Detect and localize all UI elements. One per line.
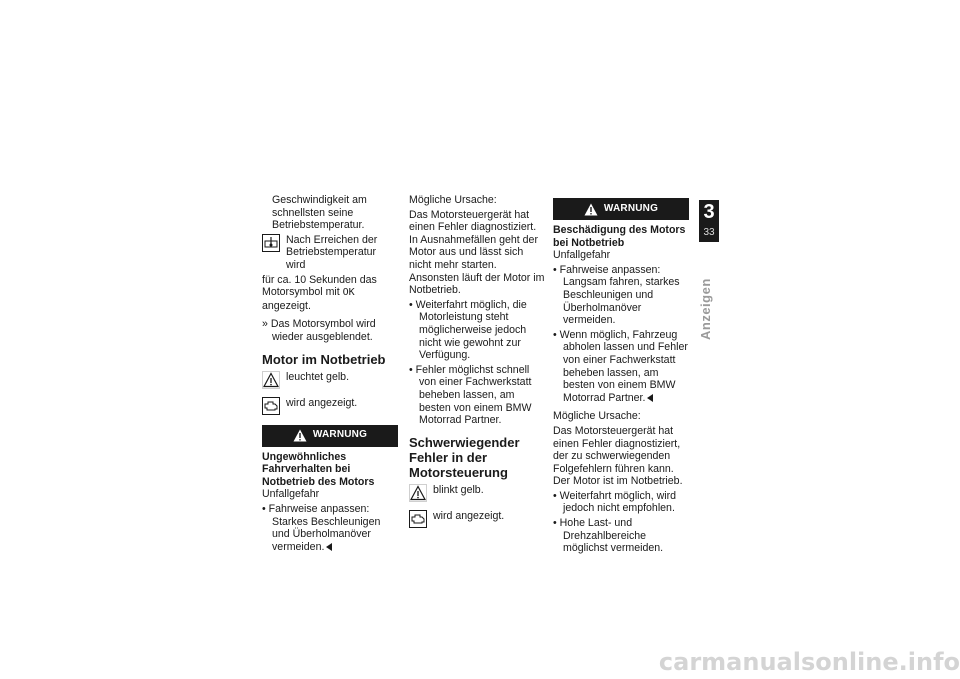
engine-symbol-row xyxy=(409,510,545,528)
warning-light-text: leuchtet gelb. xyxy=(286,370,350,383)
engine-icon xyxy=(409,510,427,528)
cause-text: Das Motorsteuergerät hat einen Fehler diagnostiziert, der zu schwerwiegenden Folgefehlern führen kann. Der Motor ist im Notbetrieb. xyxy=(553,424,683,488)
page-number: 33 xyxy=(703,227,715,238)
intro-text: Geschwindigkeit am schnellsten seine Betriebstemperatur. xyxy=(272,194,367,232)
warning-label: WARNUNG xyxy=(312,429,368,441)
warning-banner xyxy=(553,198,689,220)
column-2 xyxy=(409,194,545,536)
column-3 xyxy=(553,194,689,557)
temperature-engine-icon xyxy=(262,234,280,252)
engine-symbol-row xyxy=(262,397,398,415)
list-item: • Fahrweise anpassen: Starkes Beschleunigen und Überholmanöver vermeiden. xyxy=(262,502,381,553)
heading-fehler: Schwerwiegender Fehler in der Motorsteuerung xyxy=(409,434,520,480)
end-mark-icon xyxy=(647,394,653,402)
temperature-text: Nach Erreichen der Betriebstemperatur wird xyxy=(286,233,378,271)
watermark: carmanualsonline.info xyxy=(658,648,960,676)
chapter-title: Anzeigen xyxy=(698,278,713,340)
warning-light-row xyxy=(262,371,398,389)
cause-text: Das Motorsteuergerät hat einen Fehler diagnostiziert. In Ausnahmefällen geht der Motor aus und lässt sich nicht mehr starten. Ansonsten läuft der Motor im Notbetrieb. xyxy=(409,208,545,297)
warning-title: Beschädigung des Motors bei Notbetrieb xyxy=(553,224,686,249)
result-text: » Das Motorsymbol wird wieder ausgeblendet. xyxy=(262,318,376,343)
warning-label: WARNUNG xyxy=(603,202,659,214)
heading-notbetrieb: Motor im Notbetrieb xyxy=(262,351,386,367)
list-item: • Fahrweise anpassen: Langsam fahren, starkes Beschleunigen und Überholmanöver vermeiden. xyxy=(553,263,680,327)
ok-label: OK xyxy=(342,287,355,299)
cause-label: Mögliche Ursache: xyxy=(553,410,641,423)
warning-light-row xyxy=(409,484,545,502)
list-item: • Wenn möglich, Fahrzeug abholen lassen und Fehler von einer Fachwerkstatt beheben lassen, am besten von einem BMW Motorrad Partner. xyxy=(553,328,688,404)
cause-label: Mögliche Ursache: xyxy=(409,194,497,206)
list-item: • Hohe Last- und Drehzahlbereiche möglichst vermeiden. xyxy=(553,517,664,555)
chapter-number: 3 xyxy=(703,201,715,223)
hazard-text: Unfallgefahr xyxy=(553,249,611,262)
temperature-text-cont: für ca. 10 Sekunden das Motorsymbol mit OK angezeigt. xyxy=(262,273,377,312)
end-mark-icon xyxy=(326,543,332,551)
warning-triangle-icon xyxy=(409,484,427,502)
hazard-text: Unfallgefahr xyxy=(262,488,320,501)
engine-symbol-text: wird angezeigt. xyxy=(433,509,505,522)
list-item: • Weiterfahrt möglich, wird jedoch nicht empfohlen. xyxy=(553,489,677,515)
warning-title: Ungewöhnliches Fahrverhalten bei Notbetrieb des Motors xyxy=(262,450,375,488)
warning-banner xyxy=(262,425,398,447)
warning-triangle-icon xyxy=(262,371,280,389)
warning-banner-icon xyxy=(584,203,598,216)
list-item: • Fehler möglichst schnell von einer Fachwerkstatt beheben lassen, am besten von einem BMW Motorrad Partner. xyxy=(409,363,532,427)
list-item: • Weiterfahrt möglich, die Motorleistung steht möglicherweise jedoch nicht wie gewohnt zur Verfügung. xyxy=(409,298,527,362)
chapter-tab xyxy=(699,200,719,242)
engine-symbol-text: wird angezeigt. xyxy=(286,396,358,409)
warning-light-text: blinkt gelb. xyxy=(433,483,484,496)
engine-icon xyxy=(262,397,280,415)
warning-banner-icon xyxy=(293,429,307,442)
column-1 xyxy=(262,194,398,555)
temperature-row xyxy=(262,234,398,272)
